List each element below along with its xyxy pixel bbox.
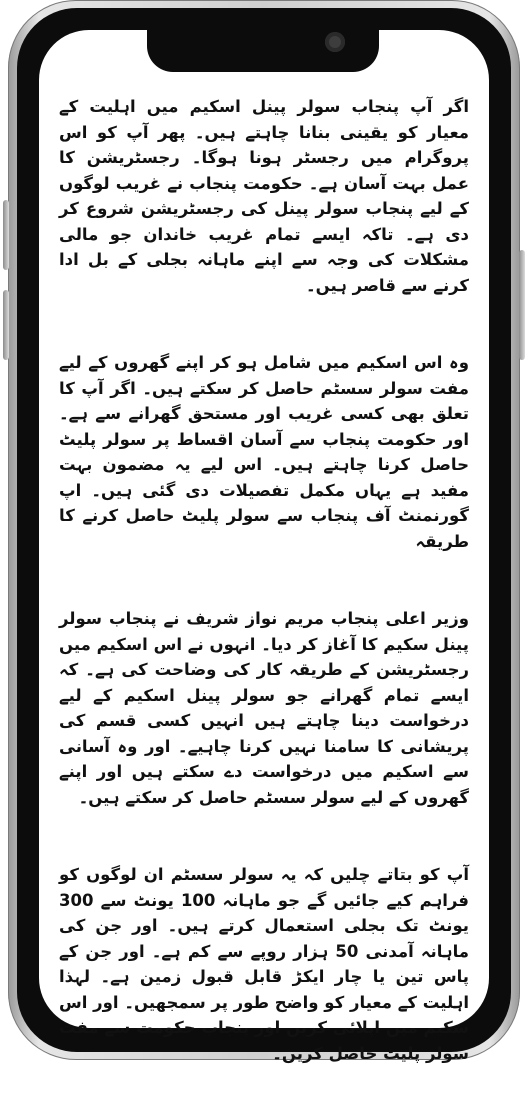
phone-bezel bbox=[17, 8, 511, 1063]
phone-notch bbox=[147, 16, 379, 72]
article-paragraph-2: وہ اس اسکیم میں شامل ہو کر اپنے گھروں کے لیے مفت سولر سسٹم حاصل کر سکتے ہیں۔ اگر آپ کا تعلق بھی کسی غریب اور مستحق گھرانے سے ہے۔ اور حکومت پنجاب سے آسان اقساط پر سولر پلیٹ حاصل کرنا چاہتے ہیں۔ اس لیے یہ مضمون بہت مفید ہے یہاں مکمل تفصیلات دی گئی ہیں۔ اپ گورنمنٹ آف پنجاب سے سولر پلیٹ حاصل کرنے کا طریقہ bbox=[59, 353, 469, 551]
article-paragraph-3: وزیر اعلی پنجاب مریم نواز شریف نے پنجاب سولر پینل سکیم کا آغاز کر دیا۔ انہوں نے اس اسکیم میں رجسٹریشن کے طریقہ کار کی وضاحت کی ہے۔ کہ ایسے تمام گھرانے جو سولر پینل اسکیم کے لیے درخواست دینا چاہتے ہیں انہیں کسی قسم کی پریشانی کا سامنا نہیں کرنا چاہیے۔ اور وہ آسانی سے اسکیم میں درخواست دے سکتے ہیں اور اپنے گھروں کے لیے سولر سسٹم حاصل کر سکتے ہیں۔ bbox=[59, 609, 469, 807]
article-paragraph-4: آپ کو بتاتے چلیں کہ یہ سولر سسٹم ان لوگوں کو فراہم کیے جائیں گے جو ماہانہ 100 یونٹ سے 300 یونٹ تک بجلی استعمال کرتے ہیں۔ اور جن کی ماہانہ آمدنی 50 ہزار روپے سے کم ہے۔ اور جن کے پاس تین یا چار ایکڑ قابل قبول زمین ہے۔ لہذا اہلیت کے معیار کو واضح طور پر سمجھیں۔ اور اس سکیم میں اپلائی کریں اور پنجاب حکومت سے مفت سولر پلیٹ حاصل کریں۔ bbox=[59, 865, 469, 1063]
camera-icon bbox=[325, 32, 345, 52]
phone-frame bbox=[8, 0, 520, 1063]
phone-screen[interactable] bbox=[39, 30, 489, 1063]
side-button-right bbox=[519, 250, 525, 360]
article-paragraph-1: اگر آپ پنجاب سولر پینل اسکیم میں اہلیت کے معیار کو یقینی بنانا چاہتے ہیں۔ پھر آپ کو اس پروگرام میں رجسٹر ہونا ہوگا۔ رجسٹریشن کا عمل بہت آسان ہے۔ حکومت پنجاب نے غریب لوگوں کے لیے پنجاب سولر پینل کی رجسٹریشن شروع کر دی ہے۔ تاکہ ایسے تمام غریب خاندان جو مالی مشکلات کی وجہ سے اپنے ماہانہ بجلی کے بل ادا کرنے سے قاصر ہیں۔ bbox=[59, 97, 469, 295]
article-body bbox=[59, 94, 469, 1118]
side-button-left-2 bbox=[3, 290, 9, 360]
side-button-left-1 bbox=[3, 200, 9, 270]
